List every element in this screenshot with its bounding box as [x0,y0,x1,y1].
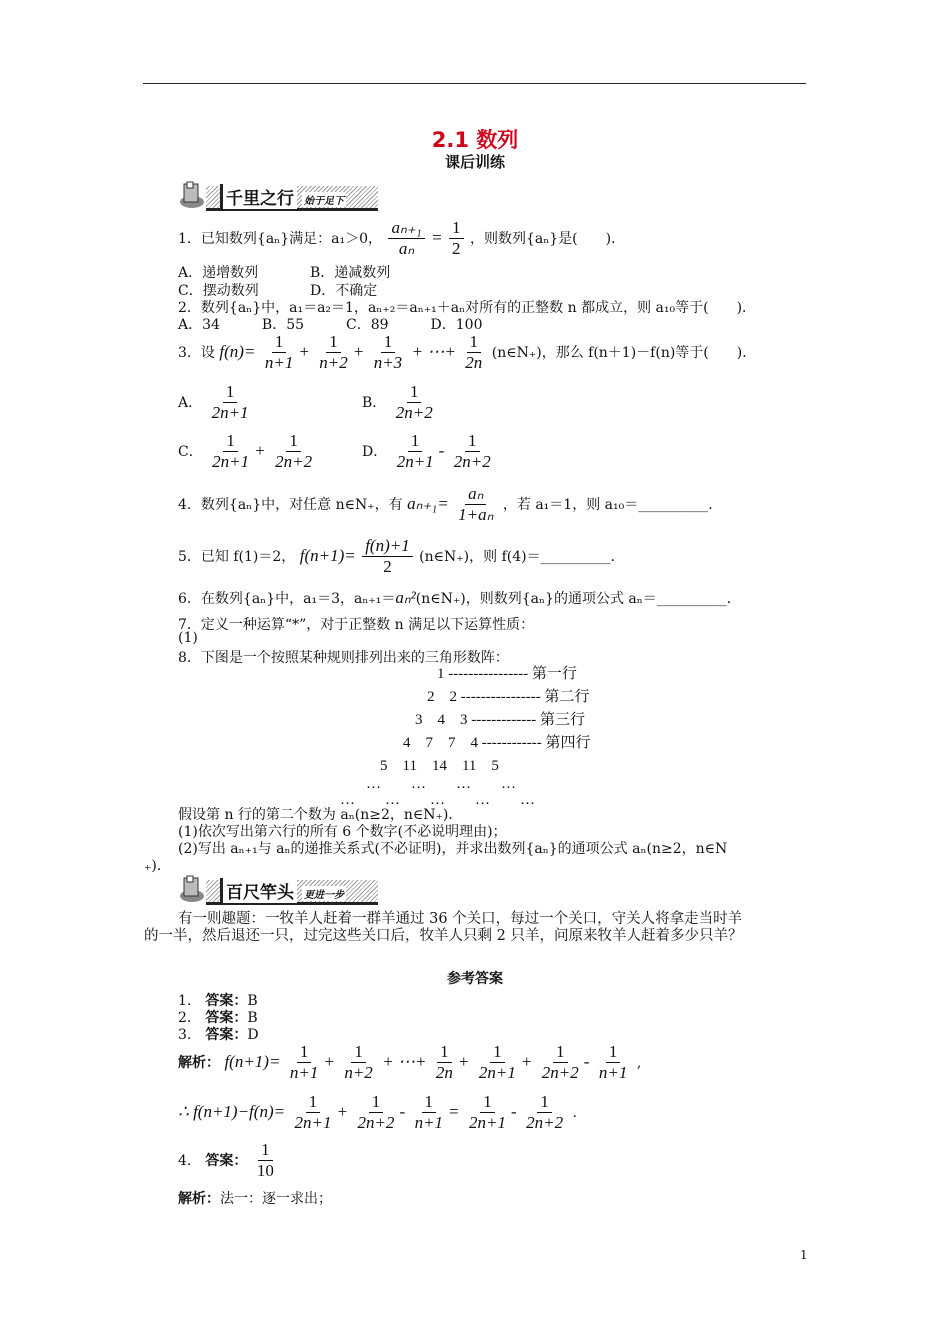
tri-label: 第三行 [539,712,585,728]
frac-num: 1 [297,1042,312,1063]
q3-a-frac [209,382,252,424]
q3-term-1 [262,332,296,374]
q1-eq: = [431,227,443,247]
frac-num: 1 [537,1092,552,1113]
question-7: 7．定义一种运算“*”，对于正整数 n 满足以下运算性质： [178,617,535,633]
answer-4 [178,1140,279,1182]
a3-l2-f1 [292,1092,335,1134]
a3-l1-f1 [287,1042,321,1084]
a3-l2-f4 [466,1092,509,1134]
q3-t2-den: n+2 [319,353,348,373]
answer-value: B [247,1010,258,1026]
q4-den: 1+aₙ [458,505,494,525]
section-banner-2 [178,874,378,904]
answer-4-frac [254,1140,277,1182]
page-subtitle: 课后训练 [444,153,505,171]
q4-num: aₙ [465,484,486,505]
tri-row-2 [427,685,589,706]
tri-row-4 [403,731,590,752]
question-1 [178,218,625,260]
tri-dash: ------------- [471,712,537,728]
q1-ratio-num: aₙ₊₁ [388,218,424,239]
q8-p1: 假设第 n 行的第二个数为 aₙ(n≥2，n∈N₊)． [178,807,463,823]
tri-nums: … … … … [366,776,517,792]
banner-label: 千里之行 [220,184,297,209]
q3-option-a [178,382,254,424]
q2-options: A．34 B．55 C．89 D．100 [178,317,483,333]
frac-num: 1 [422,1092,437,1113]
answer-3 [178,1024,259,1044]
answer-num: 1. [178,993,192,1009]
answer-num: 3. [178,1027,192,1043]
q8-p2: (1)依次写出第六行的所有 6 个数字(不必说明理由)； [178,824,507,840]
header-rule [143,83,806,84]
tri-row-3 [415,708,585,729]
q3-option-c: C． $\frac{1}{2n+1}$ + $\frac{1}{2n+2}$ [178,431,317,473]
frac-den: 2n+2 [526,1113,564,1133]
q3-d-frac1 [394,431,437,473]
section-banner-1 [178,180,378,210]
frac-den: n+1 [598,1063,628,1083]
q5-num: f(n)+1 [362,536,413,557]
answer-3-analysis-1: 解析： f(n+1)= $\frac{1}{n+1}$ + $\frac{1}{n+2}$ + ⋯+ $\frac{1}{2n}$ + $\frac{1}{2n+1}$ + $\frac{1}{2n+2}$ - $\frac{1}{n+1}$ , [178,1042,642,1083]
q3-a-label: A． [178,394,203,411]
question-2: 2．数列{aₙ}中，a₁＝a₂＝1，aₙ₊₂＝aₙ₊₁＋aₙ对所有的正整数 n 都成立，则 a₁₀等于( )． [178,300,757,316]
q4-pre: 4．数列{aₙ}中，对任意 n∈N₊，有 [178,496,403,513]
analysis-text: 法一：逐一求出； [220,1191,332,1207]
a3-l1-f4 [476,1042,519,1084]
q1-ratio [388,218,424,260]
question-8: 8．下图是一个按照某种规则排列出来的三角形数阵： [178,650,509,666]
tri-nums: 5 11 14 11 5 [380,758,499,774]
q5-den: 2 [383,557,392,577]
q5-pre: 5．已知 f(1)＝2， [178,548,296,565]
q3-c1-num: 1 [223,431,238,452]
tri-nums: 3 4 3 [415,712,468,728]
answer-num: 2. [178,1010,192,1026]
answer-label: 答案： [205,993,248,1009]
tri-nums: 1 [437,666,445,682]
q3-c1-den: 2n+1 [212,452,250,472]
q1-option-a: A．递增数列 [178,265,259,281]
frac-den: 2n+1 [294,1113,332,1133]
a3-l1-f5 [539,1042,582,1084]
frac-den: 2n [435,1063,453,1083]
a3-l2-f3 [412,1092,446,1134]
q3-d1-den: 2n+1 [396,452,434,472]
banner-label: 百尺竿头 [220,878,297,903]
answer-num: 4. [178,1152,192,1169]
frac-den: n+1 [289,1063,319,1083]
answer-4-analysis [178,1188,332,1208]
tri-row-1 [437,662,577,683]
tri-nums: 2 2 [427,689,458,705]
frac-num: 1 [306,1092,321,1113]
frac-num: 1 [606,1042,621,1063]
q1-option-c: C．摆动数列 [178,283,259,299]
q1-ratio-den: aₙ [398,239,415,259]
frac-den: n+2 [344,1063,373,1083]
answer-label: 答案： [205,1152,248,1169]
q4-frac [455,484,496,526]
frac-num: 1 [480,1092,495,1113]
tri-label: 第二行 [544,689,590,705]
q1-text-pre: 1．已知数列{aₙ}满足：a₁＞0， [178,230,382,247]
q3-c-frac2 [272,431,315,473]
q3-c-label: C． [178,443,203,460]
tri-dash: ------------ [481,735,542,751]
q8-p3: (2)写出 aₙ₊₁与 aₙ的递推关系式(不必证明)，并求出数列{aₙ}的通项公式 aₙ(n≥2，n∈N [178,841,728,857]
analysis-label: 解析： [178,1191,220,1207]
q3-term-3 [371,332,405,374]
q1-half-den: 2 [452,239,461,259]
q3-b-label: B． [362,394,387,411]
q1-half-num: 1 [449,218,464,239]
q3-pre: 3．设 [178,344,215,361]
tri-label: 第四行 [545,735,591,751]
q3-a-num: 1 [223,382,238,403]
q3-option-b [362,382,438,424]
q3-c-frac1 [209,431,252,473]
q1-option-b: B．递减数列 [310,265,391,281]
q3-t1-num: 1 [272,332,287,353]
q4-post: ，若 a₁＝1，则 a₁₀＝__________． [502,496,723,513]
tri-dash: ---------------- [448,666,529,682]
a3-l2-tail: . [572,1104,577,1121]
q4-lhs: aₙ₊₁ [407,493,438,513]
a3-l1-f6 [596,1042,630,1084]
q3-b-num: 1 [407,382,422,403]
question-9-line1: 有一则趣题：一牧羊人赶着一群羊通过 36 个关口，每过一个关口，守关人将拿走当时羊 [178,911,743,927]
answer-label: 答案： [205,1027,248,1043]
q3-t3-num: 1 [381,332,396,353]
frac-den: 2n+1 [478,1063,516,1083]
q3-d-label: D． [362,443,388,460]
q6-mid: aₙ² [395,588,416,607]
question-6 [178,588,741,608]
q3-t3-den: n+3 [373,353,403,373]
q3-b-frac [393,382,436,424]
q3-post: (n∈N₊)，那么 f(n＋1)－f(n)等于( )． [491,344,757,361]
q7-sub: (1) [178,630,198,646]
frac-den: 2n+1 [468,1113,506,1133]
a3-l2-lhs: ∴ f(n+1)−f(n)= [178,1101,286,1121]
a3-l1-f3 [433,1042,456,1084]
q3-c2-num: 1 [286,431,301,452]
frac-num: 1 [553,1042,568,1063]
q3-t1-den: n+1 [264,353,294,373]
frac-den: 2n+2 [541,1063,579,1083]
frac-den: 10 [256,1161,274,1181]
q6-pre: 6．在数列{aₙ}中，a₁＝3，aₙ₊₁＝ [178,591,396,607]
answer-label: 答案： [205,1010,248,1026]
a3-l1-f2 [341,1042,375,1084]
frac-num: 1 [351,1042,366,1063]
q6-post: (n∈N₊)，则数列{aₙ}的通项公式 aₙ＝__________． [415,591,741,607]
q3-tn-den: 2n [465,353,483,373]
q1-text-post: ，则数列{aₙ}是( )． [469,230,626,247]
a3-l1-dots: + ⋯+ [382,1051,427,1071]
a3-l2-f2 [354,1092,397,1134]
q3-b-den: 2n+2 [395,403,433,423]
q5-post: (n∈N₊)，则 f(4)＝__________． [419,548,625,565]
question-3: 3．设 f(n)= $\frac{1}{n+1}$ + $\frac{1}{n+2}$ + $\frac{1}{n+3}$ + ⋯+ $\frac{1}{2n}$ (n∈N₊)，那么 f(n＋1)－f(n)等于( )． [178,332,757,373]
tri-label: 第一行 [531,666,577,682]
q3-fn: f(n)= [219,341,256,361]
q8-p4: ₊)． [144,858,171,874]
q3-term-n [462,332,485,374]
answer-value: B [247,993,258,1009]
answer-value: D [247,1027,259,1043]
frac-num: 1 [437,1042,452,1063]
question-4: 4．数列{aₙ}中，对任意 n∈N₊，有 aₙ₊₁= $\frac{\text{aₙ}}{\text{1+aₙ}}$ ，若 a₁＝1，则 a₁₀＝__________． [178,484,723,525]
frac-num: 1 [369,1092,384,1113]
q3-dots: + ⋯+ [411,341,456,361]
q3-d1-num: 1 [408,431,423,452]
frac-num: 1 [490,1042,505,1063]
frac-den: n+1 [414,1113,444,1133]
q1-option-d: D．不确定 [310,283,378,299]
answers-heading: 参考答案 [447,971,503,987]
q3-term-2 [316,332,350,374]
q3-tn-num: 1 [467,332,482,353]
banner-sub: 始于足下 [302,192,346,207]
page-number: 1 [800,1248,808,1262]
q3-d2-num: 1 [465,431,480,452]
q3-d-frac2 [451,431,494,473]
q3-c2-den: 2n+2 [275,452,313,472]
analysis-label: 解析： [178,1054,220,1071]
answer-3-analysis-2: ∴ f(n+1)−f(n)= $\frac{1}{2n+1}$ + $\frac{1}{2n+2}$ - $\frac{1}{n+1}$ = $\frac{1}{2n+1}$ - $\frac{1}{2n+2}$ . [178,1092,577,1133]
q3-option-d: D． $\frac{1}{2n+1}$ - $\frac{1}{2n+2}$ [362,431,496,473]
banner-sub: 更进一步 [302,886,346,901]
tri-dash: ---------------- [460,689,541,705]
a3-l1-lhs: f(n+1)= [224,1051,281,1071]
tri-nums: … … … … … [340,792,536,808]
question-9-line2: 的一半，然后退还一只，过完这些关口后，牧羊人只剩 2 只羊，问原来牧羊人赶着多少只羊？ [144,928,743,944]
q5-frac [362,536,413,578]
q5-lhs: f(n+1)= [299,545,356,565]
a3-l2-f5 [523,1092,566,1134]
page-title: 2.1 数列 [431,128,519,152]
frac-den: 2n+2 [357,1113,395,1133]
q3-d2-den: 2n+2 [453,452,491,472]
tri-nums: 4 7 7 4 [403,735,479,751]
q3-a-den: 2n+1 [211,403,249,423]
frac-num: 1 [258,1140,273,1161]
q3-t2-num: 1 [326,332,341,353]
q1-half [449,218,464,260]
a3-l1-tail: , [636,1054,642,1071]
question-5 [178,536,625,578]
